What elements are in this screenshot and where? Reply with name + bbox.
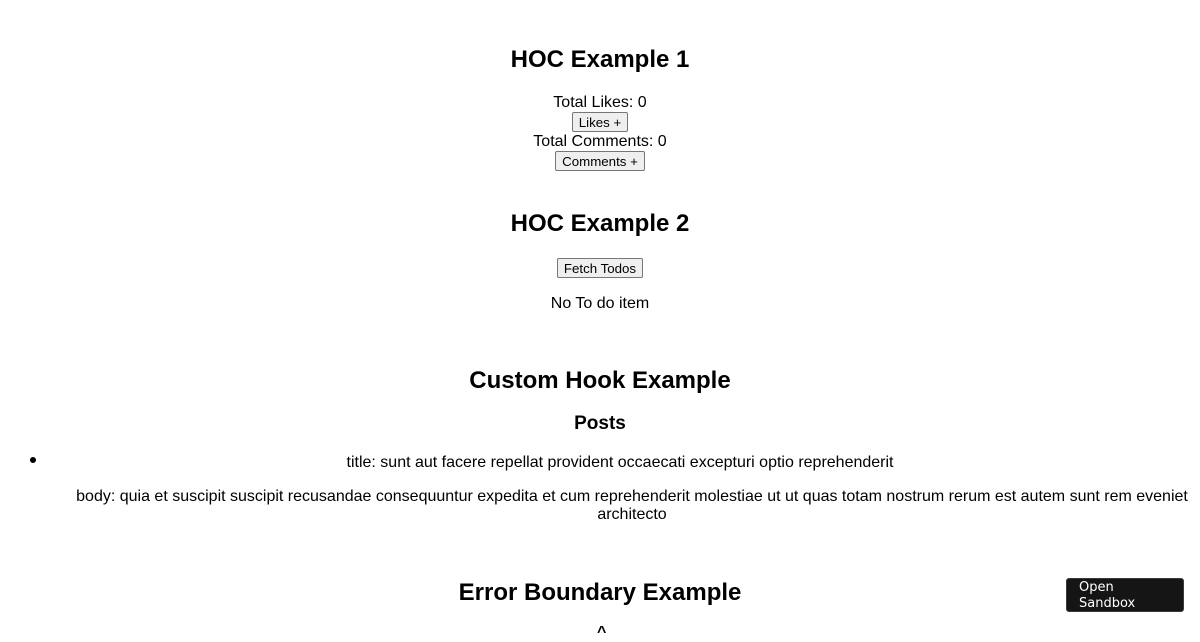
custom-hook-title: Custom Hook Example xyxy=(469,367,731,394)
hoc2-title: HOC Example 2 xyxy=(510,210,690,237)
error-boundary-title: Error Boundary Example xyxy=(458,579,742,606)
post-title: title: sunt aut facere repellat provident occaecati excepturi optio reprehenderit xyxy=(346,454,894,471)
hoc1-title: HOC Example 1 xyxy=(510,46,690,73)
comments-button-row xyxy=(0,151,1200,171)
posts-heading: Posts xyxy=(574,413,626,434)
fetch-button-row xyxy=(0,258,1200,278)
no-todo-message: No To do item xyxy=(550,295,650,312)
post-body: body: quia et suscipit suscipit recusandae consequuntur expedita et cum reprehenderit molestiae ut ut quas totam nostrum rerum est autem sunt rem eveniet architecto xyxy=(76,488,1188,523)
cut-off-content: ^ xyxy=(597,624,607,641)
total-comments-label: Total Comments: 0 xyxy=(533,133,667,150)
likes-button[interactable]: Likes + xyxy=(572,112,629,132)
total-likes-label: Total Likes: 0 xyxy=(553,94,647,111)
list-item xyxy=(40,452,1200,524)
likes-button-row xyxy=(0,112,1200,132)
comments-button[interactable]: Comments + xyxy=(555,151,645,171)
bullet-icon xyxy=(30,457,36,463)
open-sandbox-button[interactable]: Open Sandbox xyxy=(1066,578,1184,612)
fetch-todos-button[interactable]: Fetch Todos xyxy=(557,258,643,278)
posts-list xyxy=(0,452,1200,524)
